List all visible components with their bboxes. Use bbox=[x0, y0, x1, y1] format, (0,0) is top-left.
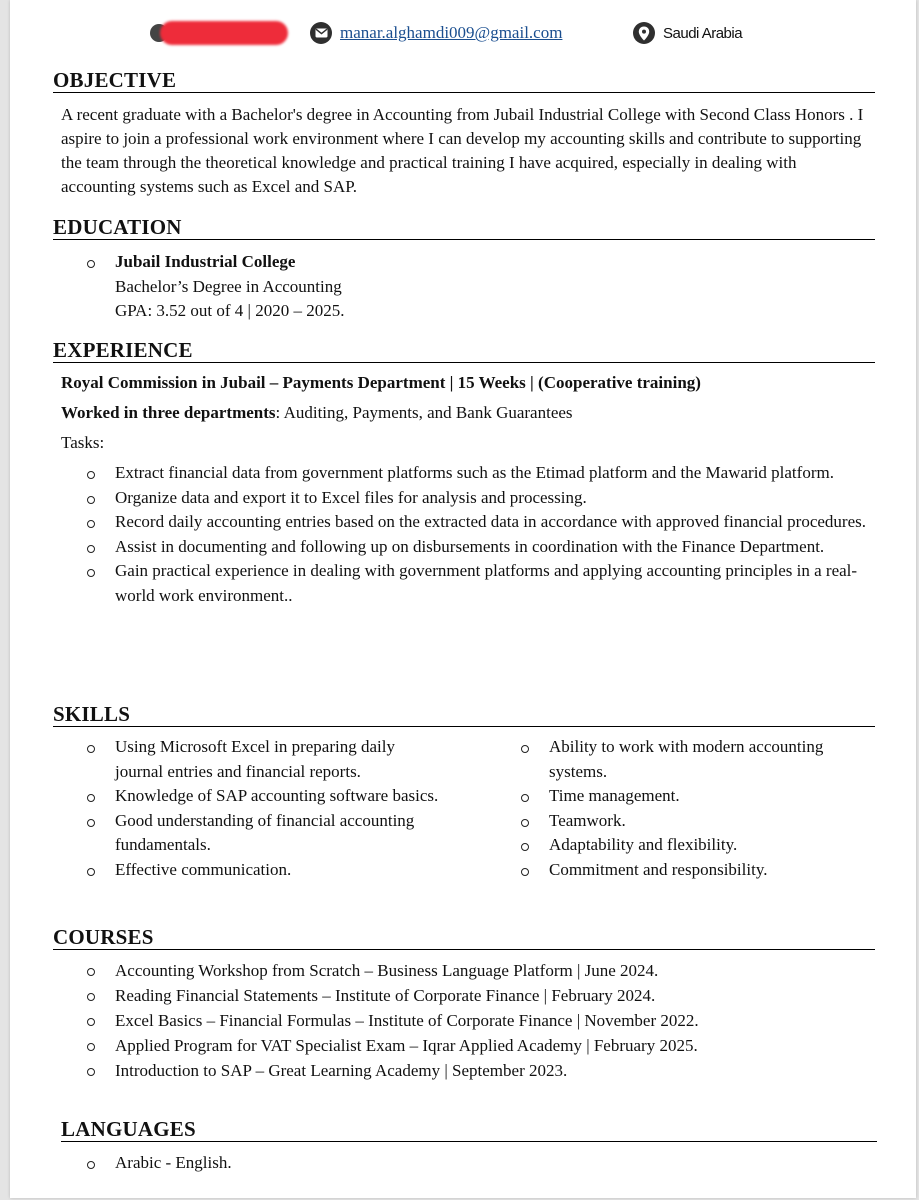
task-item: Record daily accounting entries based on the extracted data in accordance with approved financial procedures. bbox=[53, 510, 873, 535]
degree-name: Bachelor’s Degree in Accounting bbox=[115, 276, 342, 296]
location-pin-icon bbox=[633, 22, 655, 44]
task-item: Gain practical experience in dealing with government platforms and applying accounting principles in a real-world work environment.. bbox=[53, 559, 873, 608]
location-text: Saudi Arabia bbox=[663, 24, 743, 42]
course-item: Excel Basics – Financial Formulas – Institute of Corporate Finance | November 2022. bbox=[53, 1008, 873, 1033]
objective-text: A recent graduate with a Bachelor's degree in Accounting from Jubail Industrial College with Second Class Honors . I aspire to join a professional work environment where I can develop my accounting skills and contribute to supporting the team through the theoretical knowledge and practical training I have acquired, especially in dealing with accounting systems such as Excel and SAP. bbox=[61, 105, 864, 196]
experience-heading: EXPERIENCE bbox=[53, 338, 875, 363]
task-item: Extract financial data from government platforms such as the Etimad platform and the Mawarid platform. bbox=[53, 461, 873, 486]
departments-label: Worked in three departments bbox=[61, 403, 276, 422]
course-item: Introduction to SAP – Great Learning Academy | September 2023. bbox=[53, 1058, 873, 1083]
task-item: Organize data and export it to Excel files for analysis and processing. bbox=[53, 486, 873, 511]
tasks-list bbox=[53, 461, 873, 608]
skill-item: Time management. bbox=[487, 784, 872, 809]
skill-item: Ability to work with modern accounting systems. bbox=[487, 735, 872, 784]
redacted-phone-number bbox=[160, 21, 288, 45]
envelope-icon bbox=[310, 22, 332, 44]
email-link[interactable]: manar.alghamdi009@gmail.com bbox=[340, 23, 563, 42]
experience-role bbox=[61, 371, 876, 395]
courses-heading: COURSES bbox=[53, 925, 875, 950]
task-item: Assist in documenting and following up on disbursements in coordination with the Finance Department. bbox=[53, 535, 873, 560]
language-item: Arabic - English. bbox=[53, 1151, 873, 1176]
skill-item: Teamwork. bbox=[487, 809, 872, 834]
languages-list bbox=[53, 1151, 873, 1176]
departments-text: : Auditing, Payments, and Bank Guarantees bbox=[275, 403, 573, 422]
course-item: Applied Program for VAT Specialist Exam – Iqrar Applied Academy | February 2025. bbox=[53, 1033, 873, 1058]
skill-item: Adaptability and flexibility. bbox=[487, 833, 872, 858]
skill-item: Knowledge of SAP accounting software basics. bbox=[53, 784, 443, 809]
location-contact bbox=[633, 18, 742, 48]
skills-list-left bbox=[53, 735, 443, 882]
skills-heading: SKILLS bbox=[53, 702, 875, 727]
education-item bbox=[53, 250, 873, 324]
skill-item: Using Microsoft Excel in preparing daily journal entries and financial reports. bbox=[53, 735, 443, 784]
course-item: Accounting Workshop from Scratch – Business Language Platform | June 2024. bbox=[53, 958, 873, 983]
languages-heading: LANGUAGES bbox=[61, 1117, 877, 1142]
education-list bbox=[53, 250, 873, 324]
resume-page bbox=[10, 0, 916, 1198]
course-item: Reading Financial Statements – Institute of Corporate Finance | February 2024. bbox=[53, 983, 873, 1008]
tasks-label: Tasks: bbox=[61, 433, 105, 452]
gpa-line: GPA: 3.52 out of 4 | 2020 – 2025. bbox=[115, 301, 345, 320]
experience-departments bbox=[61, 401, 876, 425]
school-name: Jubail Industrial College bbox=[115, 252, 296, 271]
skill-item: Commitment and responsibility. bbox=[487, 858, 872, 883]
courses-list bbox=[53, 958, 873, 1083]
skill-item: Good understanding of financial accounting fundamentals. bbox=[53, 809, 443, 858]
education-heading: EDUCATION bbox=[53, 215, 875, 240]
email-contact bbox=[310, 18, 562, 48]
skills-list-right bbox=[487, 735, 872, 882]
phone-contact bbox=[148, 18, 290, 48]
skill-item: Effective communication. bbox=[53, 858, 443, 883]
objective-heading: OBJECTIVE bbox=[53, 68, 875, 93]
experience-role-title: Royal Commission in Jubail – Payments Department | 15 Weeks | (Cooperative training) bbox=[61, 373, 701, 392]
